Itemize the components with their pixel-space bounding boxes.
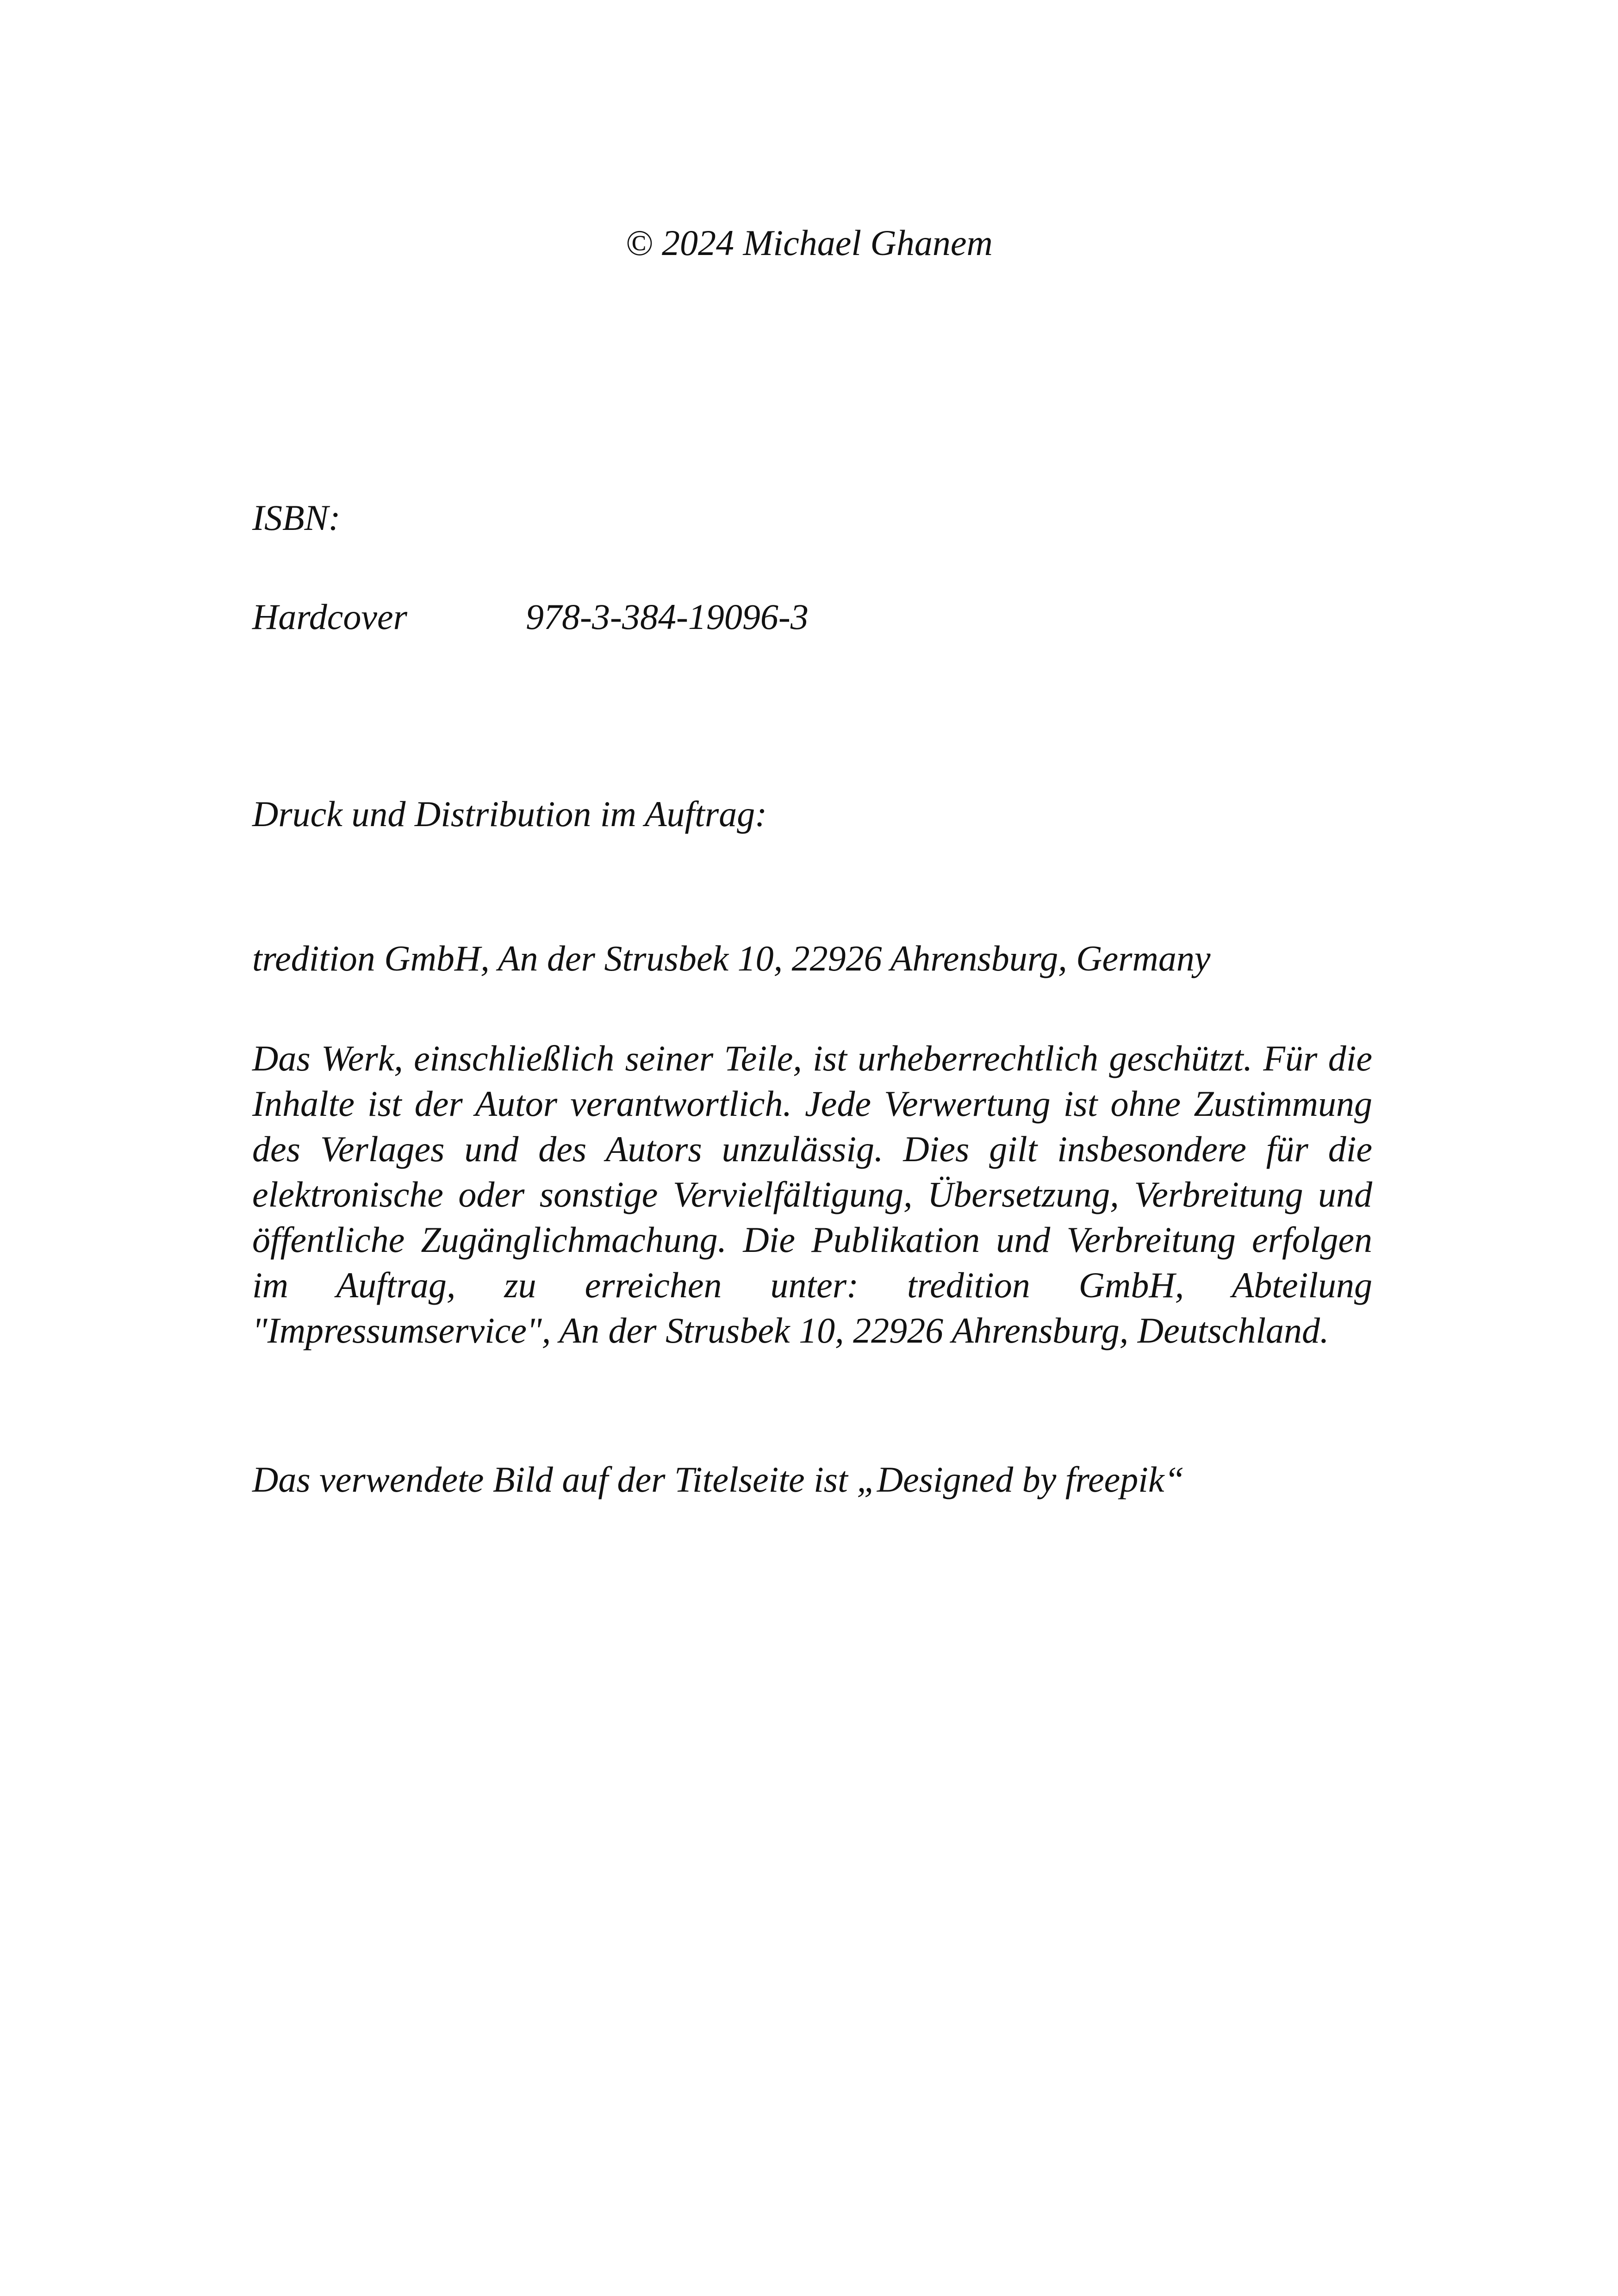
copyright-legal-notice: Das Werk, einschließlich seiner Teile, ist urheberrechtlich geschützt. Für die Inhalte ist der Autor verantwortlich. Jede Verwertung ist ohne Zustimmung des Verlages und des Autors unzulässig. Dies gilt insbesondere für die elektronische oder sonstige Vervielfältigung, Übersetzung, Verbreitung und öffentliche Zugänglichmachung. Die Publikation und Verbreitung erfolgen im Auftrag, zu erreichen unter: tredition GmbH, Abteilung "Impressumservice", An der Strusbek 10, 22926 Ahrensburg, Deutschland. <box>252 1038 1372 1350</box>
cover-image-credit: Das verwendete Bild auf der Titelseite ist „Designed by freepik“ <box>252 1459 1184 1500</box>
isbn-number: 978-3-384-19096-3 <box>526 597 809 637</box>
isbn-heading: ISBN: <box>252 498 341 538</box>
isbn-format-label: Hardcover <box>252 597 408 637</box>
publisher-address: tredition GmbH, An der Strusbek 10, 22926 Ahrensburg, Germany <box>252 938 1211 978</box>
print-distribution-heading: Druck und Distribution im Auftrag: <box>252 794 767 834</box>
copyright-notice: © 2024 Michael Ghanem <box>625 223 993 263</box>
